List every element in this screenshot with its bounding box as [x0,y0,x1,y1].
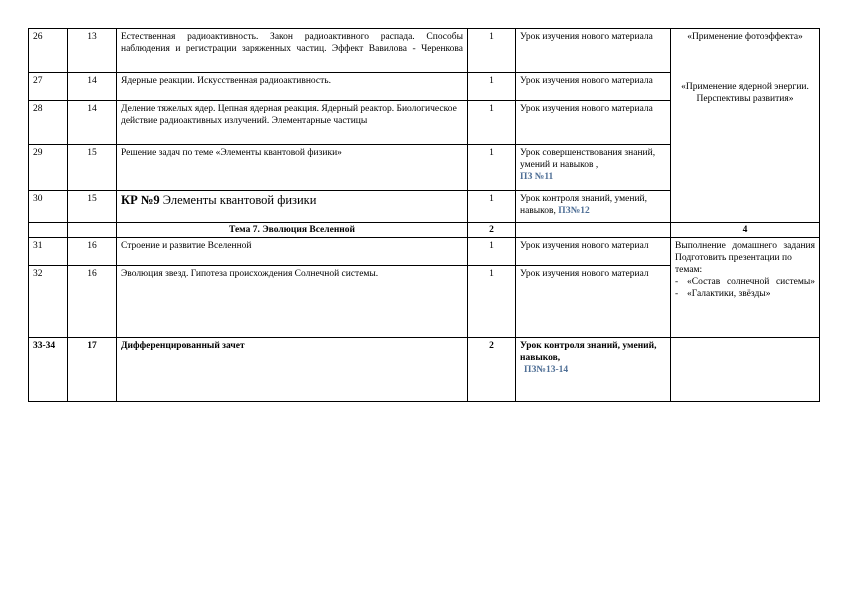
lesson-topic: Деление тяжелых ядер. Цепная ядерная реакция. Ядерный реактор. Биологическое действие радиоактивных излучений. Элементарные частицы [117,101,468,145]
lesson-type-text: Урок контроля знаний, умений, навыков, [520,341,657,363]
hours: 1 [468,266,516,338]
lesson-type: Урок изучения нового материал [516,238,671,266]
week-number: 16 [68,238,117,266]
topic-total: 4 [671,223,820,238]
lesson-type: Урок изучения нового материал [516,266,671,338]
practical-work-code: ПЗ №11 [520,172,554,182]
lesson-number: 31 [29,238,68,266]
lesson-topic: Решение задач по теме «Элементы квантовой физики» [117,145,468,191]
lesson-type-text: Урок контроля знаний, умений, навыков, [520,194,648,216]
lesson-topic: Естественная радиоактивность. Закон радиоактивного распада. Способы наблюдения и регистрации заряженных частиц. Эффект Вавилова - Черенкова [117,29,468,73]
table-row [29,338,820,402]
notes-cell [671,29,820,223]
list-item: - «Состав солнечной системы» [675,276,815,288]
hours: 1 [468,145,516,191]
topic-header-row [29,223,820,238]
note-list [675,276,815,300]
week-number: 13 [68,29,117,73]
lesson-type: Урок изучения нового материала [516,29,671,73]
lesson-type [516,191,671,223]
table-row [29,29,820,73]
topic-title: Тема 7. Эволюция Вселенной [117,223,468,238]
week-number: 16 [68,266,117,338]
lesson-type: Урок изучения нового материала [516,73,671,101]
note-item: «Применение ядерной энергии. Перспективы развития» [681,82,809,104]
hours: 1 [468,29,516,73]
lesson-topic: Дифференцированный зачет [117,338,468,402]
practical-work-code: ПЗ№13-14 [524,365,569,375]
lesson-topic [117,191,468,223]
lesson-topic: Строение и развитие Вселенной [117,238,468,266]
topic-hours: 2 [468,223,516,238]
note-line: Выполнение домашнего задания [675,241,815,251]
lesson-topic: Ядерные реакции. Искусственная радиоактивность. [117,73,468,101]
lesson-number: 27 [29,73,68,101]
week-number: 14 [68,73,117,101]
week-number: 17 [68,338,117,402]
test-topic: Элементы квантовой физики [162,193,317,207]
lesson-number: 33-34 [29,338,68,402]
practical-work-code: ПЗ№12 [558,206,590,216]
hours: 1 [468,238,516,266]
hours: 1 [468,191,516,223]
list-item: - «Галактики, звёзды» [675,288,815,300]
lesson-type [516,145,671,191]
lesson-type [516,338,671,402]
lesson-number: 30 [29,191,68,223]
lesson-number: 32 [29,266,68,338]
lesson-number: 26 [29,29,68,73]
hours: 2 [468,338,516,402]
lesson-number: 29 [29,145,68,191]
lesson-topic: Эволюция звезд. Гипотеза происхождения Солнечной системы. [117,266,468,338]
week-number: 15 [68,191,117,223]
lesson-type-text: Урок совершенствования знаний, умений и навыков , [520,148,656,170]
lesson-number: 28 [29,101,68,145]
test-label: КР №9 [121,193,160,207]
week-number: 15 [68,145,117,191]
lesson-plan-table [28,28,820,402]
hours: 1 [468,101,516,145]
notes-cell [671,238,820,338]
table-row [29,238,820,266]
week-number: 14 [68,101,117,145]
note-item: «Применение фотоэффекта» [687,32,803,42]
hours: 1 [468,73,516,101]
note-line: Подготовить презентации по темам: [675,253,792,275]
lesson-type: Урок изучения нового материала [516,101,671,145]
